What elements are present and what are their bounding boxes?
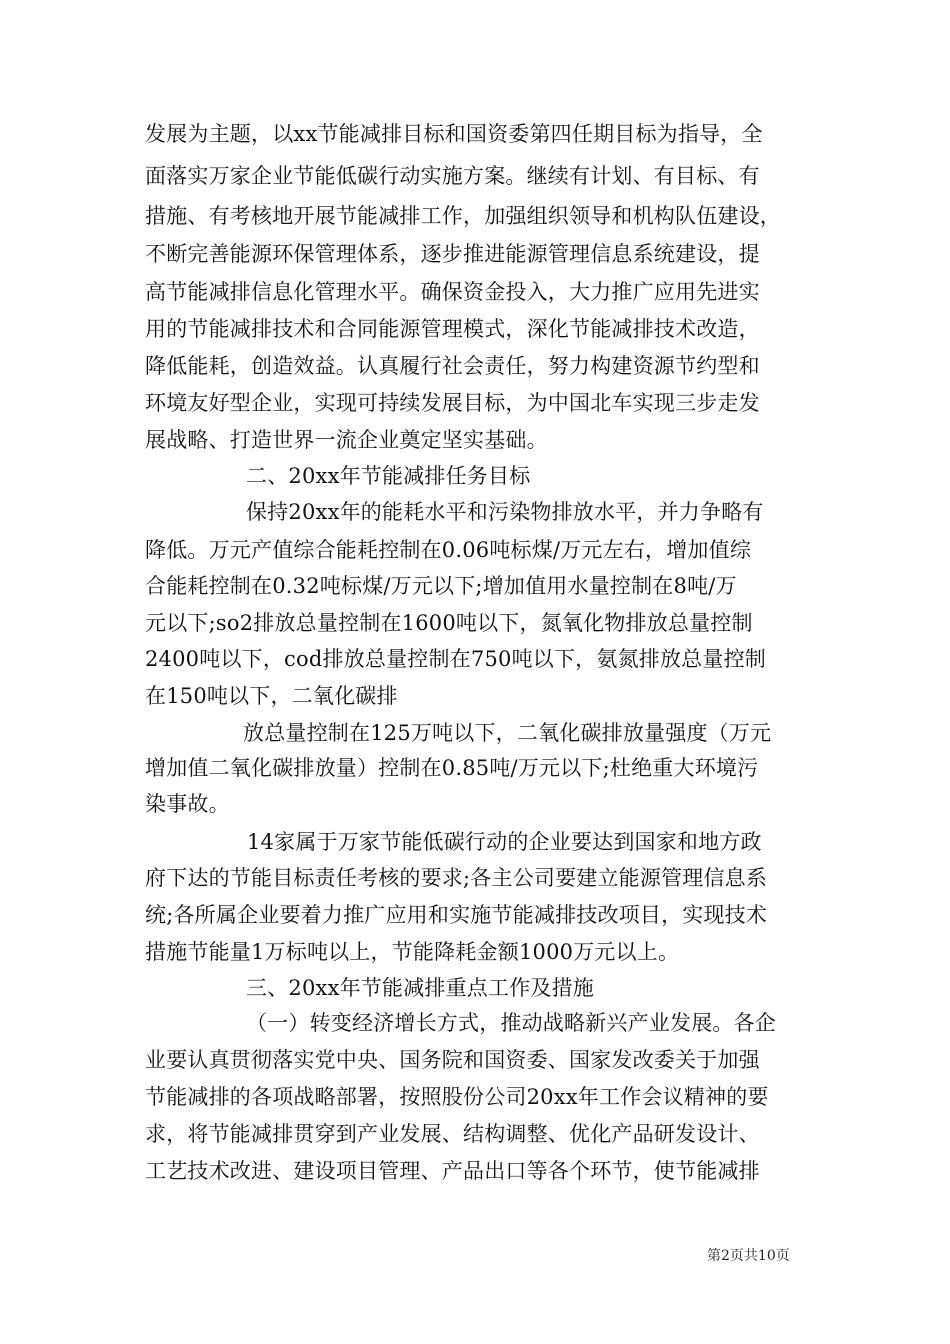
body-line: 统;各所属企业要着力推广应用和实施节能减排技改项目，实现技术 bbox=[145, 903, 768, 927]
body-line: 14家属于万家节能低碳行动的企业要达到国家和地方政 bbox=[247, 830, 762, 854]
body-line: 保持20xx年的能耗水平和污染物排放水平，并力争略有 bbox=[246, 500, 764, 524]
body-line: 求，将节能减排贯穿到产业发展、结构调整、优化产品研发设计、 bbox=[145, 1122, 760, 1146]
body-line: 放总量控制在125万吨以下，二氧化碳排放量强度（万元 bbox=[243, 721, 772, 745]
body-line: 府下达的节能目标责任考核的要求;各主公司要建立能源管理信息系 bbox=[145, 866, 768, 890]
body-line: 措施、有考核地开展节能减排工作，加强组织领导和机构队伍建设， bbox=[145, 204, 781, 228]
body-line: 染事故。 bbox=[145, 792, 230, 816]
body-line: 用的节能减排技术和合同能源管理模式，深化节能减排技术改造， bbox=[145, 317, 760, 341]
body-line: 发展为主题，以xx节能减排目标和国资委第四任期目标为指导，全 bbox=[145, 122, 763, 146]
section-heading: 三、20xx年节能减排重点工作及措施 bbox=[246, 976, 595, 1000]
page-number-footer: 第2页共10页 bbox=[707, 1248, 790, 1264]
body-line: 降低。万元产值综合能耗控制在0.06吨标煤/万元左右，增加值综 bbox=[145, 538, 752, 562]
body-line: 合能耗控制在0.32吨标煤/万元以下;增加值用水量控制在8吨/万 bbox=[145, 574, 737, 598]
body-line: 高节能减排信息化管理水平。确保资金投入，大力推广应用先进实 bbox=[145, 280, 760, 304]
body-line: 2400吨以下，cod排放总量控制在750吨以下，氨氮排放总量控制 bbox=[145, 647, 766, 671]
body-line: 节能减排的各项战略部署，按照股份公司20xx年工作会议精神的要 bbox=[145, 1085, 769, 1109]
section-heading: 二、20xx年节能减排任务目标 bbox=[246, 464, 531, 488]
body-line: 在150吨以下，二氧化碳排 bbox=[145, 684, 398, 708]
body-line: 降低能耗，创造效益。认真履行社会责任，努力构建资源节约型和 bbox=[145, 354, 760, 378]
body-line: 业要认真贯彻落实党中央、国务院和国资委、国家发改委关于加强 bbox=[145, 1048, 760, 1072]
body-line: （一）转变经济增长方式，推动战略新兴产业发展。各企 bbox=[246, 1011, 776, 1035]
body-line: 工艺技术改进、建设项目管理、产品出口等各个环节，使节能减排 bbox=[145, 1159, 760, 1183]
body-line: 环境友好型企业，实现可持续发展目标，为中国北车实现三步走发 bbox=[145, 391, 760, 415]
body-line: 面落实万家企业节能低碳行动实施方案。继续有计划、有目标、有 bbox=[145, 164, 760, 188]
body-line: 增加值二氧化碳排放量）控制在0.85吨/万元以下;杜绝重大环境污 bbox=[145, 756, 759, 780]
body-line: 元以下;so2排放总量控制在1600吨以下，氮氧化物排放总量控制 bbox=[145, 611, 753, 635]
body-line: 不断完善能源环保管理体系，逐步推进能源管理信息系统建设，提 bbox=[145, 242, 760, 266]
body-line: 措施节能量1万标吨以上，节能降耗金额1000万元以上。 bbox=[145, 940, 680, 964]
body-line: 展战略、打造世界一流企业奠定坚实基础。 bbox=[145, 428, 548, 452]
